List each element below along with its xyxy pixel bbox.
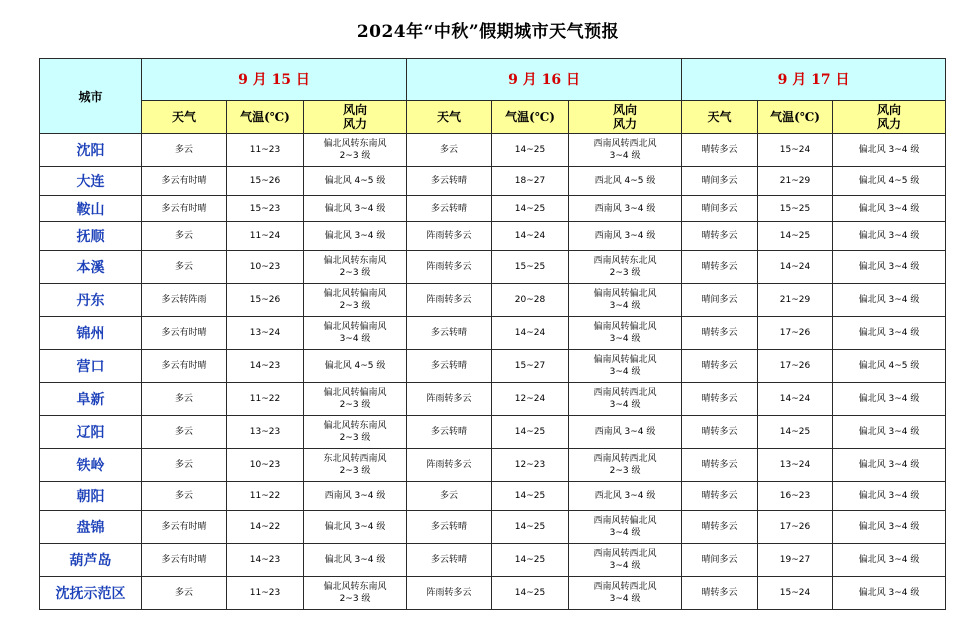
wind-cell [304,577,407,610]
temperature-cell: 20~28 [492,284,569,317]
weather-cell: 多云转晴 [407,350,492,383]
wind-line: 偏北风 4~5 级 [324,361,386,371]
wind-cell [304,482,407,511]
wind-line: 2~3 级 [339,151,371,161]
wind-cell [569,544,682,577]
wind-line: 西南风 3~4 级 [594,203,656,214]
temperature-cell: 14~25 [492,544,569,577]
weather-cell: 多云转晴 [407,544,492,577]
wind-line: 偏北风转东南风 [323,582,387,592]
wind-line: 偏北风 3~4 级 [858,203,920,214]
weather-cell: 多云 [142,251,227,284]
wind-line: 西南风转东北风 [593,256,657,266]
wind-line: 2~3 级 [339,400,371,410]
wind-line: 3~4 级 [609,561,641,571]
temperature-cell: 14~23 [227,544,304,577]
weather-column-header: 天气 [142,100,227,133]
wind-line: 偏北风 3~4 级 [324,555,386,565]
wind-cell [569,416,682,449]
wind-cell [304,251,407,284]
wind-line: 2~3 级 [339,466,371,476]
wind-cell [569,196,682,222]
wind-line: 2~3 级 [609,268,641,278]
wind-line: 东北风转西南风 [323,454,387,464]
temperature-cell: 13~24 [227,317,304,350]
wind-cell [304,511,407,544]
city-name: 辽阳 [40,416,142,449]
wind-line: 偏北风转偏南风 [323,322,387,332]
city-column-header: 城市 [40,59,142,134]
wind-line: 西南风 3~4 级 [594,231,656,241]
city-name: 抚顺 [40,222,142,251]
wind-line: 3~4 级 [609,400,641,410]
city-name: 本溪 [40,251,142,284]
wind-line: 偏北风转偏南风 [323,289,387,299]
city-name: 朝阳 [40,482,142,511]
weather-column-header: 天气 [682,100,758,133]
city-name: 鞍山 [40,196,142,222]
temperature-cell: 15~24 [758,134,833,167]
wind-cell [569,383,682,416]
temperature-cell: 13~23 [227,416,304,449]
weather-cell: 晴转多云 [682,482,758,511]
wind-line: 西南风转西北风 [593,139,657,149]
weather-cell: 阵雨转多云 [407,383,492,416]
wind-cell [569,222,682,251]
weather-cell: 多云 [142,383,227,416]
wind-line: 2~3 级 [609,466,641,476]
date-header-day2: 9 月 16 日 [407,59,682,101]
wind-cell [569,577,682,610]
forecast-table [39,58,946,610]
wind-cell [569,350,682,383]
wind-cell [833,251,946,284]
table-row [40,416,946,449]
wind-line: 西北风 3~4 级 [594,491,656,501]
wind-cell [833,449,946,482]
wind-cell [304,284,407,317]
wind-line: 偏北风 3~4 级 [858,427,920,437]
city-name: 盘锦 [40,511,142,544]
weather-cell: 晴转多云 [682,511,758,544]
weather-cell: 多云转晴 [407,317,492,350]
wind-cell [569,134,682,167]
weather-cell: 阵雨转多云 [407,284,492,317]
city-name: 沈阳 [40,134,142,167]
temperature-cell: 15~27 [492,350,569,383]
wind-cell [833,350,946,383]
wind-cell [304,350,407,383]
wind-line: 偏北风 3~4 级 [324,231,386,241]
city-name: 丹东 [40,284,142,317]
table-row [40,482,946,511]
temperature-column-header: 气温(℃) [758,100,833,133]
wind-cell [833,284,946,317]
weather-cell: 多云有时晴 [142,511,227,544]
wind-line: 西南风 3~4 级 [594,427,656,437]
wind-line: 偏北风转东南风 [323,139,387,149]
weather-cell: 晴转多云 [682,251,758,284]
weather-cell: 多云 [142,134,227,167]
temperature-cell: 14~24 [492,317,569,350]
weather-cell: 多云有时晴 [142,317,227,350]
weather-cell: 多云 [142,449,227,482]
temperature-cell: 17~26 [758,350,833,383]
weather-cell: 晴转多云 [682,350,758,383]
weather-cell: 晴转多云 [682,222,758,251]
table-row [40,167,946,196]
wind-cell [569,482,682,511]
wind-line: 偏南风转偏北风 [593,355,657,365]
wind-line: 3~4 级 [609,594,641,604]
weather-cell: 晴间多云 [682,544,758,577]
temperature-cell: 14~24 [492,222,569,251]
wind-line: 偏北风转东南风 [323,421,387,431]
wind-cell [304,449,407,482]
weather-cell: 晴转多云 [682,134,758,167]
table-row [40,544,946,577]
wind-cell [833,196,946,222]
weather-cell: 晴间多云 [682,284,758,317]
wind-cell [569,284,682,317]
wind-line: 偏北风转偏南风 [323,388,387,398]
temperature-column-header: 气温(℃) [227,100,304,133]
weather-cell: 晴转多云 [682,449,758,482]
wind-line: 偏北风 3~4 级 [858,588,920,598]
wind-cell [304,167,407,196]
wind-line: 偏北风 3~4 级 [858,295,920,305]
wind-cell [304,317,407,350]
wind-cell [833,134,946,167]
temperature-cell: 17~26 [758,511,833,544]
temperature-cell: 14~25 [492,482,569,511]
wind-cell [304,544,407,577]
weather-cell: 多云有时晴 [142,544,227,577]
wind-line: 西南风 3~4 级 [324,491,386,501]
table-row [40,317,946,350]
forecast-body [40,134,946,610]
temperature-cell: 14~25 [492,196,569,222]
weather-cell: 晴转多云 [682,577,758,610]
temperature-cell: 14~25 [492,577,569,610]
temperature-cell: 14~23 [227,350,304,383]
temperature-cell: 11~22 [227,482,304,511]
wind-cell [304,416,407,449]
weather-cell: 多云转晴 [407,416,492,449]
wind-line: 2~3 级 [339,594,371,604]
table-row [40,449,946,482]
temperature-cell: 21~29 [758,284,833,317]
wind-column-header: 风向 风力 [569,100,682,133]
wind-cell [569,317,682,350]
weather-cell: 晴转多云 [682,317,758,350]
wind-line: 3~4 级 [609,367,641,377]
table-row [40,284,946,317]
wind-cell [569,167,682,196]
weather-cell: 多云转晴 [407,167,492,196]
wind-line: 偏北风 3~4 级 [858,460,920,470]
wind-cell [833,167,946,196]
temperature-cell: 21~29 [758,167,833,196]
wind-line: 2~3 级 [339,268,371,278]
temperature-cell: 14~24 [758,251,833,284]
wind-line: 西北风 4~5 级 [594,176,656,186]
wind-cell [304,196,407,222]
weather-cell: 多云转晴 [407,511,492,544]
temperature-cell: 14~25 [758,416,833,449]
weather-cell: 晴转多云 [682,416,758,449]
wind-line: 3~4 级 [609,528,641,538]
temperature-cell: 11~23 [227,577,304,610]
wind-line: 西南风转西北风 [593,388,657,398]
wind-cell [304,134,407,167]
wind-cell [569,251,682,284]
city-name: 葫芦岛 [40,544,142,577]
wind-line: 3~4 级 [339,334,371,344]
weather-cell: 晴间多云 [682,167,758,196]
wind-column-header: 风向 风力 [304,100,407,133]
weather-cell: 多云 [407,134,492,167]
wind-cell [833,511,946,544]
weather-cell: 晴间多云 [682,196,758,222]
weather-cell: 多云 [142,416,227,449]
weather-cell: 多云 [142,482,227,511]
temperature-cell: 11~23 [227,134,304,167]
wind-cell [833,416,946,449]
wind-cell [833,482,946,511]
temperature-cell: 15~26 [227,284,304,317]
temperature-cell: 11~24 [227,222,304,251]
temperature-cell: 10~23 [227,449,304,482]
wind-cell [569,511,682,544]
date-header-day3: 9 月 17 日 [682,59,946,101]
weather-cell: 多云 [142,577,227,610]
temperature-cell: 14~25 [758,222,833,251]
wind-line: 3~4 级 [609,301,641,311]
city-name: 营口 [40,350,142,383]
table-row [40,134,946,167]
weather-cell: 多云有时晴 [142,350,227,383]
wind-line: 偏北风 3~4 级 [858,555,920,565]
wind-line: 偏北风 4~5 级 [858,361,920,371]
city-name: 铁岭 [40,449,142,482]
wind-column-header: 风向 风力 [833,100,946,133]
temperature-cell: 12~23 [492,449,569,482]
temperature-column-header: 气温(℃) [492,100,569,133]
city-name: 大连 [40,167,142,196]
table-row [40,383,946,416]
weather-cell: 晴转多云 [682,383,758,416]
wind-line: 西南风转偏北风 [593,516,657,526]
wind-line: 偏北风 3~4 级 [858,394,920,404]
wind-line: 偏南风转偏北风 [593,322,657,332]
wind-cell [304,222,407,251]
wind-line: 偏北风 3~4 级 [858,145,920,155]
temperature-cell: 15~25 [758,196,833,222]
wind-cell [833,577,946,610]
wind-line: 偏北风 4~5 级 [324,176,386,186]
city-name: 阜新 [40,383,142,416]
weather-cell: 阵雨转多云 [407,577,492,610]
wind-line: 西南风转西北风 [593,454,657,464]
weather-cell: 阵雨转多云 [407,251,492,284]
temperature-cell: 19~27 [758,544,833,577]
wind-line: 偏北风 3~4 级 [858,491,920,501]
city-name: 锦州 [40,317,142,350]
city-name: 沈抚示范区 [40,577,142,610]
weather-cell: 多云 [142,222,227,251]
wind-line: 2~3 级 [339,433,371,443]
weather-cell: 阵雨转多云 [407,222,492,251]
table-row [40,196,946,222]
weather-cell: 多云 [407,482,492,511]
temperature-cell: 17~26 [758,317,833,350]
temperature-cell: 15~24 [758,577,833,610]
weather-column-header: 天气 [407,100,492,133]
wind-line: 3~4 级 [609,334,641,344]
wind-line: 偏北风 3~4 级 [858,328,920,338]
temperature-cell: 14~25 [492,416,569,449]
temperature-cell: 14~24 [758,383,833,416]
weather-cell: 多云有时晴 [142,167,227,196]
temperature-cell: 11~22 [227,383,304,416]
date-header-day1: 9 月 15 日 [142,59,407,101]
table-row [40,251,946,284]
wind-line: 偏北风 3~4 级 [858,522,920,532]
temperature-cell: 14~25 [492,134,569,167]
temperature-cell: 14~25 [492,511,569,544]
temperature-cell: 15~26 [227,167,304,196]
wind-line: 偏北风 3~4 级 [858,262,920,272]
wind-cell [304,383,407,416]
weather-cell: 多云有时晴 [142,196,227,222]
temperature-cell: 10~23 [227,251,304,284]
temperature-cell: 13~24 [758,449,833,482]
wind-line: 西南风转西北风 [593,549,657,559]
wind-cell [569,449,682,482]
wind-line: 2~3 级 [339,301,371,311]
temperature-cell: 15~25 [492,251,569,284]
temperature-cell: 14~22 [227,511,304,544]
wind-cell [833,317,946,350]
temperature-cell: 12~24 [492,383,569,416]
wind-line: 偏南风转偏北风 [593,289,657,299]
wind-line: 偏北风转东南风 [323,256,387,266]
table-row [40,511,946,544]
wind-cell [833,544,946,577]
wind-line: 西南风转西北风 [593,582,657,592]
weather-cell: 多云转晴 [407,196,492,222]
page-title: 2024年“中秋”假期城市天气预报 [356,22,620,42]
wind-line: 3~4 级 [609,151,641,161]
wind-line: 偏北风 3~4 级 [858,231,920,241]
temperature-cell: 18~27 [492,167,569,196]
table-row [40,577,946,610]
table-row [40,222,946,251]
wind-line: 偏北风 3~4 级 [324,522,386,532]
wind-line: 偏北风 4~5 级 [858,176,920,186]
wind-line: 偏北风 3~4 级 [324,203,386,214]
weather-cell: 多云转阵雨 [142,284,227,317]
wind-cell [833,383,946,416]
wind-cell [833,222,946,251]
temperature-cell: 16~23 [758,482,833,511]
weather-cell: 阵雨转多云 [407,449,492,482]
temperature-cell: 15~23 [227,196,304,222]
table-row [40,350,946,383]
